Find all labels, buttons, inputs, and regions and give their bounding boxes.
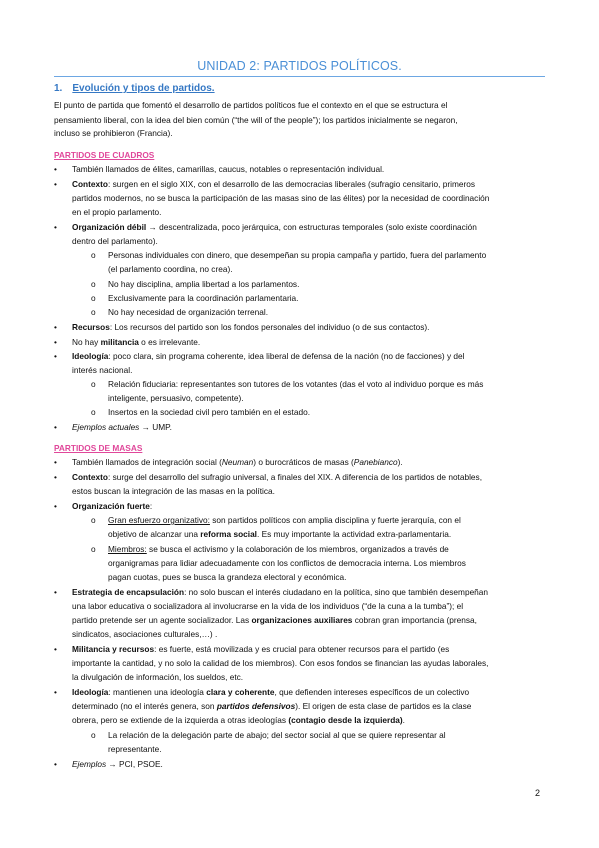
sub-list-item: Miembros: se busca el activismo y la colaboración de los miembros, organizados a través de <box>108 544 449 554</box>
list-item-continued: determinado (no el interés genera, son partidos defensivos). El origen de esta clase de partidos es la clase <box>72 701 472 711</box>
sub-bullet: o <box>91 544 96 554</box>
sub-list-item: Personas individuales con dinero, que desempeñan su propia campaña y partido, fuera del parlamento <box>108 250 487 260</box>
page-number: 2 <box>535 788 541 798</box>
sub-list-item-continued: (el parlamento coordina, no crea). <box>108 264 233 274</box>
sub-list-item: Gran esfuerzo organizativo: son partidos políticos con amplia disciplina y fuerte jerarquía, con el <box>108 515 461 525</box>
intro-line: El punto de partida que fomentó el desarrollo de partidos políticos fue el contexto en el que se estructura el <box>54 100 448 110</box>
sub-list-item: Insertos en la sociedad civil pero también en el estado. <box>108 407 311 417</box>
subsection-title-cuadros: PARTIDOS DE CUADROS <box>54 150 155 160</box>
list-item-continued: sindicatos, asociaciones culturales,…) . <box>72 629 218 639</box>
list-item: Ideología: mantienen una ideología clara y coherente, que defienden intereses específicos de un colectivo <box>72 687 470 697</box>
list-item: Ejemplos actuales → UMP. <box>72 422 172 432</box>
sub-bullet: o <box>91 250 96 260</box>
page-title: UNIDAD 2: PARTIDOS POLÍTICOS. <box>197 59 402 73</box>
list-item: Contexto: surge del desarrollo del sufragio universal, a finales del XIX. A diferencia de los partidos de notables, <box>72 472 482 482</box>
list-item-continued: importante la cantidad, y no solo la calidad de los miembros). Con esos fondos se financian las ayudas laborales, <box>72 658 489 668</box>
bullet: • <box>54 472 57 482</box>
sub-list-item: No hay necesidad de organización terrenal. <box>108 307 269 317</box>
list-item: Contexto: surgen en el siglo XIX, con el desarrollo de las democracias liberales (sufragio censitario, primeros <box>72 179 476 189</box>
bullet: • <box>54 687 57 697</box>
sub-bullet: o <box>91 307 96 317</box>
list-item-continued: estos buscan la integración de las masas en la política. <box>72 486 275 496</box>
heading-text: Evolución y tipos de partidos. <box>72 83 215 94</box>
sub-list-item-continued: objetivo de alcanzar una reforma social. Es muy importante la actividad extra-parlamentaria. <box>108 529 452 539</box>
heading-number: 1. <box>54 83 63 94</box>
list-item: Recursos: Los recursos del partido son los fondos personales del individuo (o de sus contactos). <box>72 322 430 332</box>
bullet: • <box>54 351 57 361</box>
list-item-continued: una labor educativa o socializadora al involucrarse en la vida de los individuos (“de la cuna a la tumba”); el <box>72 601 464 611</box>
sub-bullet: o <box>91 730 96 740</box>
sub-list-item: Exclusivamente para la coordinación parlamentaria. <box>108 293 299 303</box>
list-item-continued: dentro del parlamento). <box>72 236 158 246</box>
list-item: También llamados de integración social (Neuman) o burocráticos de masas (Panebianco). <box>72 457 403 467</box>
sub-bullet: o <box>91 407 96 417</box>
list-item: Ideología: poco clara, sin programa coherente, idea liberal de defensa de la nación (no de facciones) y del <box>72 351 465 361</box>
section-heading <box>54 83 215 94</box>
sub-bullet: o <box>91 293 96 303</box>
list-item: Organización fuerte: <box>72 501 153 511</box>
bullet: • <box>54 179 57 189</box>
sub-bullet: o <box>91 279 96 289</box>
bullet: • <box>54 164 57 174</box>
list-item: Militancia y recursos: es fuerte, está movilizada y es crucial para obtener recursos para el partido (es <box>72 644 450 654</box>
intro-line: incluso se prohibieron (Francia). <box>54 128 173 138</box>
sub-list-item: No hay disciplina, amplia libertad a los parlamentos. <box>108 279 300 289</box>
bullet: • <box>54 322 57 332</box>
title-underline <box>54 76 545 77</box>
bullet: • <box>54 759 57 769</box>
bullet: • <box>54 501 57 511</box>
list-item: Organización débil → descentralizada, poco jerárquica, con estructuras temporales (solo existe coordinación <box>72 222 477 232</box>
sub-bullet: o <box>91 515 96 525</box>
list-item-continued: partidos modernos, no se busca la participación de las masas sino de las élites) por la necesidad de coordinación <box>72 193 490 203</box>
bullet: • <box>54 644 57 654</box>
list-item-continued: la divulgación de información, los sueldos, etc. <box>72 672 244 682</box>
list-item: Estrategia de encapsulación: no solo buscan el interés ciudadano en la política, sino que también desempeñan <box>72 587 489 597</box>
bullet: • <box>54 422 57 432</box>
sub-bullet: o <box>91 379 96 389</box>
list-item: No hay militancia o es irrelevante. <box>72 337 201 347</box>
bullet: • <box>54 587 57 597</box>
list-item-continued: en el propio parlamento. <box>72 207 162 217</box>
intro-line: pensamiento liberal, con la idea del bien común (“the will of the people”); los partidos inicialmente se negaron, <box>54 115 458 125</box>
bullet: • <box>54 337 57 347</box>
subsection-title-masas: PARTIDOS DE MASAS <box>54 443 143 453</box>
list-item-continued: obrera, pero se extiende de la izquierda a otras ideologías (contagio desde la izquierda). <box>72 715 405 725</box>
sub-list-item: Relación fiduciaria: representantes son tutores de los votantes (das el voto al individuo porque es más <box>108 379 484 389</box>
sub-list-item: La relación de la delegación parte de abajo; del sector social al que se quiere representar al <box>108 730 446 740</box>
sub-list-item-continued: inteligente, persuasivo, competente). <box>108 393 244 403</box>
list-item: Ejemplos → PCI, PSOE. <box>72 759 163 769</box>
list-item-continued: partido pretende ser un agente socializador. Las organizaciones auxiliares cobran gran importancia (prensa, <box>72 615 477 625</box>
list-item-continued: interés nacional. <box>72 365 133 375</box>
sub-list-item-continued: organigramas para lidiar adecuadamente con los conflictos de democracia interna. Los miembros <box>108 558 466 568</box>
bullet: • <box>54 457 57 467</box>
bullet: • <box>54 222 57 232</box>
sub-list-item-continued: pagan cuotas, pues se busca la grandeza electoral y económica. <box>108 572 347 582</box>
list-item: También llamados de élites, camarillas, caucus, notables o representación individual. <box>72 164 385 174</box>
sub-list-item-continued: representante. <box>108 744 162 754</box>
